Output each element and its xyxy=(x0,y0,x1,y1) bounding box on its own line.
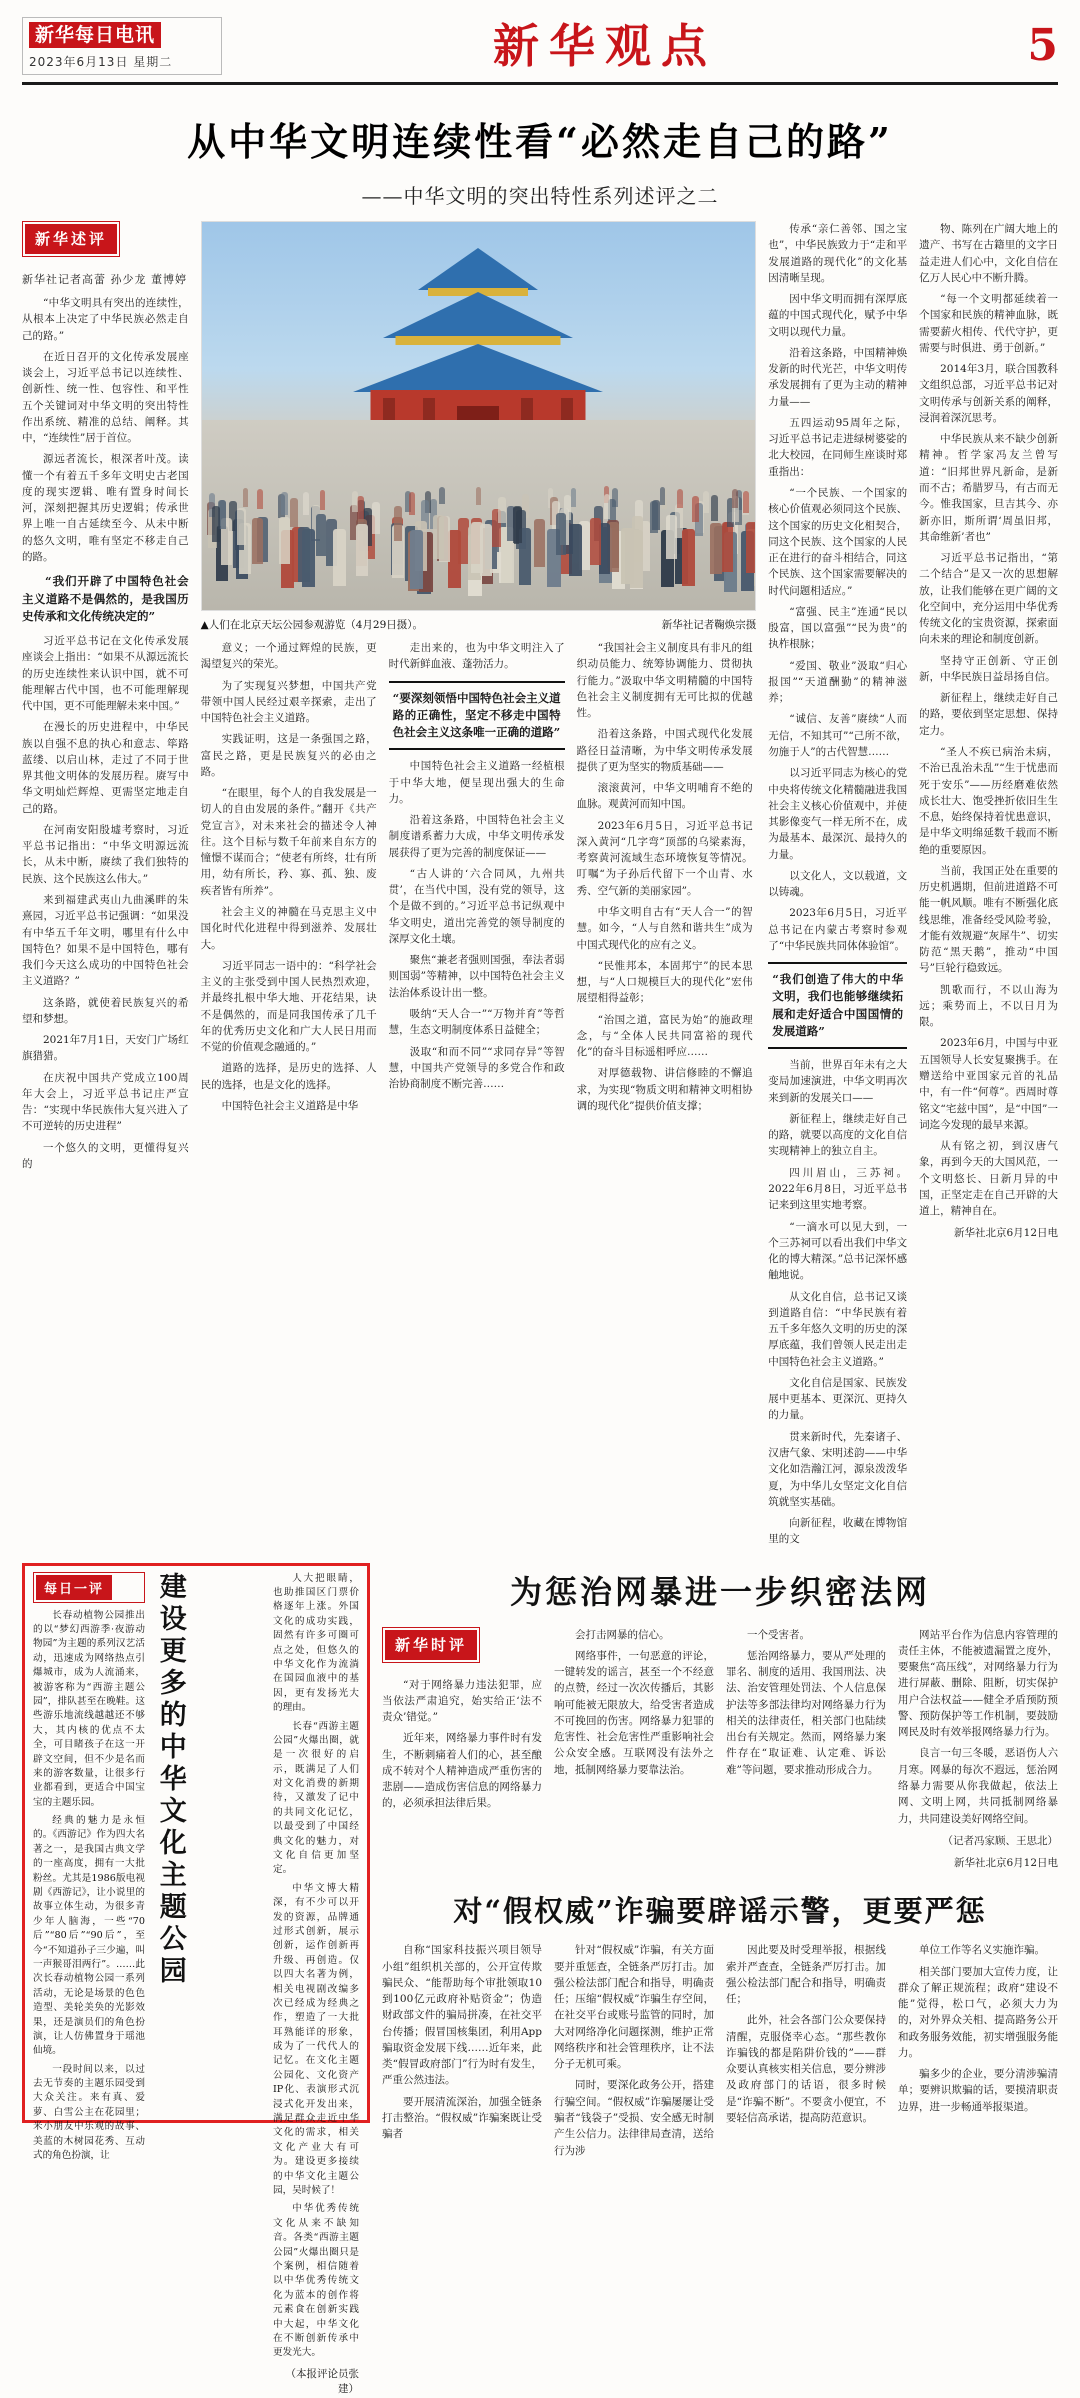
masthead-left xyxy=(22,17,222,76)
person-silhouette xyxy=(439,487,444,505)
person-silhouette xyxy=(556,513,566,555)
net-column-4 xyxy=(898,1627,1058,1872)
commentary-left-column xyxy=(33,1572,145,2162)
photo-caption xyxy=(201,617,757,632)
column-tag-wrap xyxy=(22,221,120,257)
net-column-1 xyxy=(382,1627,542,1872)
paragraph: 网络事件，一句恶意的评论，一键转发的谣言，甚至一个不经意的点赞，经过一次次传播后，其影响可能被无限放大，给受害者造成不可挽回的伤害。网络暴力犯罪的危害性、社会危害性严重影响社会公众安全感。互联网没有法外之地，抵制网络暴力要靠法治。 xyxy=(554,1649,714,1776)
commentary-right-body xyxy=(273,1572,359,2398)
paragraph: 2023年6月5日，习近平总书记深入黄河“几字弯”顶部的乌梁素海，考察黄河流域生态环境恢复等情况。叮嘱“为子孙后代留下一个山青、水秀、空气新的美丽家园”。 xyxy=(576,819,753,897)
paragraph: “民惟邦本，本固邦宁”的民本思想，与“人口规模巨大的现代化”宏伟展望相得益彰； xyxy=(576,959,753,1005)
paragraph: 因中华文明而拥有深厚底蕴的中国式现代化，赋予中华文明以现代力量。 xyxy=(768,293,908,338)
paragraph: 中华优秀传统文化从来不缺知音。各类“西游主题公园”火爆出圈只是个案例，相信随着以中华优秀传统文化为蓝本的创作将元素食在创新实践中大起，中华文化在不断创新传承中更发光大。 xyxy=(273,2203,359,2359)
person-silhouette xyxy=(480,524,492,576)
paragraph: 自称“国家科技振兴项目领导小组”组织机关部的，公开宣传欺骗民众、“能帮助每个审批领取10到100亿元政府补贴资金”；伪造财政部文件的骗局拼凑，在社交平台传播；假冒国核集团，利用App骗取资金发展下线……近年来，此类“假冒政府部门”行为时有发生，严重公然违法。 xyxy=(382,1944,542,2087)
paragraph: 社会主义的神髓在马克思主义中国化时代化进程中得到滋养、发展壮大。 xyxy=(200,905,377,951)
person-silhouette xyxy=(290,498,297,526)
person-silhouette xyxy=(498,497,505,524)
fraud-columns xyxy=(382,1942,1058,2163)
paragraph: “富强、民主”连通“民以殷富，国以富强”“民为贵”的执柞根脉； xyxy=(768,605,908,651)
paragraph: 中国特色社会主义道路一经植根于中华大地，便呈现出强大的生命力。 xyxy=(388,760,565,805)
paragraph: “一滴水可以见大到，一个三苏祠可以看出我们中华文化的博大精深。”总书记深怀感触地说。 xyxy=(768,1220,908,1282)
paragraph: 中国特色社会主义道路是中华 xyxy=(221,1099,359,1112)
person-silhouette xyxy=(703,491,709,513)
paragraph: “古人讲的‘六合同风，九州共贯’，在当代中国，没有党的领导，这个是做不到的。”习近平总书记纵观中华文明史，道出完善党的领导制度的深厚文化土壤。 xyxy=(388,867,565,945)
person-silhouette xyxy=(433,515,444,559)
paragraph: 这条路，就使着民族复兴的希望和梦想。 xyxy=(22,996,189,1025)
person-silhouette xyxy=(710,523,722,574)
daily-commentary-tag: 每日一评 xyxy=(36,1575,112,1600)
paragraph: 新征程上，继续走好自己的路，就要以高度的文化自信实现精神上的独立自主。 xyxy=(768,1112,908,1158)
paragraph: 同时，要深化政务公开，搭建行骗空间。“假权威”诈骗屡屡让受骗者“钱袋子”受损、安全感无时制产生公信力。法律律局查清，送给行为涉 xyxy=(554,2079,714,2157)
person-silhouette xyxy=(476,487,481,505)
net-dateline: 新华社北京6月12日电 xyxy=(953,1857,1058,1870)
person-silhouette xyxy=(732,489,738,508)
publication-date: 2023年6月13日 星期二 xyxy=(29,55,173,70)
paragraph: 汲取“和而不同”“求同存异”等智慧，中国共产党领导的多党合作和政治协商制度不断完善…… xyxy=(388,1045,565,1091)
lower-right-articles xyxy=(382,1563,1058,2164)
person-silhouette xyxy=(571,488,577,507)
paragraph: 骗多少的企业，要分清涉骗清单；要辨识欺骗的话，要摸清职责边界，进一步畅通举报渠道。 xyxy=(898,2068,1058,2113)
paragraph: 2023年6月5日，习近平总书记在内蒙古考察时参观了“中华民族共同体体验馆”。 xyxy=(768,907,908,952)
commentary-title-column xyxy=(153,1572,265,2114)
paragraph: 针对“假权威”诈骗，有关方面要并重惩查，全链条严厉打击。加强公检法部门配合和指导，明确责任；压缩“假权威”诈骗生存空间，在社交平台或账号监管的同时，加大对网络净化问题探测，维护正常网络秩序和社会管理秩序，让不法分子无机可乘。 xyxy=(554,1944,714,2071)
person-silhouette xyxy=(237,508,246,545)
paragraph: 会打击网暴的信心。 xyxy=(575,1628,670,1641)
person-silhouette xyxy=(711,495,718,520)
paragraph: 经典的魅力是永恒的。《西游记》作为四大名著之一，是我国古典文学的一座高度，拥有一大批粉丝。尤其是1986版电视剧《西游记》，让小说里的故事立体生动，为很多青少年人脑海，一些“70后”“80后”“90后”，至今“不知道孙子三少遍，叫一声猴哥泪两行”。……此次长春动植物公园一系列活动，无论是场景的色色造型、美轮美奂的光影效果，还是演员们的角色扮演，让人仿佛置身于瑶池仙境。 xyxy=(33,1815,145,2057)
paragraph: 从文化自信，总书记又谈到道路自信：“中华民族有着五千多年悠久文明的历史的深厚底蕴，我们曾领人民走出走中国特色社会主义道路。” xyxy=(768,1290,908,1368)
middle-text-columns xyxy=(201,640,757,1119)
person-silhouette xyxy=(333,529,346,586)
person-silhouette xyxy=(410,530,423,588)
commentary-signature: （本报评论员张建） xyxy=(285,2367,359,2396)
paragraph: “治国之道，富民为始”的施政理念，与“全体人民共同富裕的现代化”的奋斗目标遥相呼应…… xyxy=(576,1013,753,1059)
paragraph: 2014年3月，联合国教科文组织总部，习近平总书记对文明传承与创新关系的阐释，浸润着深沉思考。 xyxy=(919,363,1059,424)
person-silhouette xyxy=(677,489,683,508)
main-article xyxy=(22,221,1058,1553)
person-silhouette xyxy=(743,491,749,513)
paragraph: 道路的选择，是历史的选择、人民的选择，也是文化的选择。 xyxy=(200,1062,377,1091)
temple-roof-top xyxy=(418,248,538,290)
byline: 新华社记者高蕾 孙少龙 董博婷 xyxy=(22,273,187,286)
middle-column-left xyxy=(201,640,377,1119)
paragraph: 一段时间以来，以过去无节奏的主题乐园受到大众关注。来有真、爱萝、白雪公主在花园里；米小朋友中乐观的故事、美蓝的木树园花秀、互动式的角色扮演，让 xyxy=(33,2063,145,2162)
crowd-of-visitors xyxy=(202,466,756,596)
paragraph: 来到福建武夷山九曲溪畔的朱熹园，习近平总书记强调：“如果没有中华五千年文明，哪里有什么中国特色？如果不是中国特色，哪有我们今天这么成功的中国特色社会主义道路？” xyxy=(22,893,189,988)
paragraph: 传承“亲仁善邻、国之宝也”，中华民族致力于“走和平发展道路的现代化”的文化基因清晰呈现。 xyxy=(768,223,908,284)
pull-quote: “我们开辟了中国特色社会主义道路不是偶然的，是我国历史传承和文化传统决定的” xyxy=(22,574,189,623)
person-silhouette xyxy=(394,506,403,542)
paragraph: 对厚德载物、讲信修睦的不懈追求，为实现“物质文明和精神文明相协调的现代化”提供价值支撑； xyxy=(576,1067,753,1112)
paragraph: 意义；一个通过辉煌的民族，更渴望复兴的荣光。 xyxy=(200,642,377,671)
masthead-right xyxy=(988,20,1058,71)
lower-section xyxy=(22,1563,1058,2396)
person-silhouette xyxy=(372,502,380,534)
pull-quote: “要深刻领悟中国特色社会主义道路的正确性，坚定不移走中国特色社会主义这条唯一正确的道路” xyxy=(389,681,565,751)
paragraph: 在庆祝中国共产党成立100周年大会上，习近平总书记庄严宣告：“实现中华民族伟大复兴进入了不可逆转的历史进程” xyxy=(22,1071,189,1133)
paragraph: 当前，我国正处在重要的历史机遇期，但前进道路不可能一帆风顺。唯有不断强化底线思维，准备经受风险考验，才能有效规避“灰犀牛”、切实防范“黑天鹅”，推动“中国号”巨轮行稳致远。 xyxy=(919,864,1059,975)
person-silhouette xyxy=(569,524,581,576)
photo-caption-text: ▲人们在北京天坛公园参观游览（4月29日摄）。 xyxy=(200,619,424,631)
middle-column-far-right xyxy=(577,640,753,1119)
person-silhouette xyxy=(513,506,522,542)
paragraph: 相关部门要加大宣传力度，让群众了解正规流程；政府“建设不能”觉得，松口气，必须大力为的，对外界众关相、提高路务公开和政务服务效能，初实增强服务能力。 xyxy=(898,1965,1058,2059)
pull-quote: “我们创造了伟大的中华文明，我们也能够继续拓展和走好适合中国国情的发展道路” xyxy=(768,962,907,1049)
person-silhouette xyxy=(212,506,221,542)
paragraph: “圣人不疾已病治未病，不治已乱治未乱”“生于忧患而死于安乐”——历经磨难依然成长壮大、饱受挫折依旧生生不息，始终保持着忧患意识，是中华文明绵延数千载而不断绝的重要原因。 xyxy=(919,745,1059,856)
article-column-c xyxy=(768,221,907,1553)
paragraph: 习近平总书记在文化传承发展座谈会上指出：“如果不从源远流长的历史连续性来认识中国，就不可能理解古代中国，也不可能理解现代中国，更不可能理解未来中国。” xyxy=(22,635,189,713)
masthead-center xyxy=(222,19,988,73)
person-silhouette xyxy=(320,490,326,510)
person-silhouette xyxy=(281,492,287,515)
person-silhouette xyxy=(604,494,611,519)
commentary-headline: 建设更多的中华文化主题公园 xyxy=(154,1571,186,1988)
paragraph: 沿着这条路，中国式现代化发展路径日益清晰，为中华文明传承发展提供了更为坚实的物质基础—— xyxy=(576,728,753,773)
paragraph: 2023年6月，中国与中亚五国领导人长安复聚携手。在赠送给中亚国家元首的礼品中，有一件“何尊”。西周时尊铭文“宅兹中国”，是“中国”一词迄今发现的最早来源。 xyxy=(919,1037,1059,1131)
photo-credit: 新华社记者鞠焕宗摄 xyxy=(661,619,757,631)
paragraph: 在近日召开的文化传承发展座谈会上，习近平总书记以连续性、创新性、统一性、包容性、和平性五个关键词对中华文明的突出特性作出系统、精准的总结、阐释。其中，“连续性”居于首位。 xyxy=(22,350,189,445)
paragraph: 坚持守正创新、守正创新，中华民族日益昂扬自信。 xyxy=(919,654,1059,683)
paragraph: 一个悠久的文明，更懂得复兴的 xyxy=(22,1141,189,1170)
article-column-a xyxy=(22,221,189,1553)
paragraph: 长春“西游主题公园”火爆出圈，就是一次很好的启示，既满足了人们对文化消费的新期待，又激发了记中的共同文化记忆，以最受到了中国经典文化的魅力，对文化自信更加坚定。 xyxy=(273,1720,359,1876)
paragraph: “我国社会主义制度具有非凡的组织动员能力、统筹协调能力、贯彻执行能力。”汲取中华文明精髓的中国特色社会主义制度拥有无可比拟的优越性。 xyxy=(576,642,753,720)
commentary-left-body xyxy=(33,1609,145,2168)
paragraph: 以文化人，文以载道，文以铸魂。 xyxy=(768,869,908,899)
paragraph: 中华民族从来不缺少创新精神。哲学家冯友兰曾写道：“旧邦世界凡新命，是新而不古；希腊罗马，有古而无今。惟我国家，旦吉其今、亦新亦旧，斯所谓‘周虽旧邦，其命维新’者也” xyxy=(919,433,1059,543)
fraud-column-3 xyxy=(726,1942,886,2163)
net-column-2 xyxy=(554,1627,714,1872)
paragraph: “诚信、友善”赓续“人而无信，不知其可”“己所不欲，勿施于人”的古代智慧…… xyxy=(768,713,908,758)
person-silhouette xyxy=(612,488,618,507)
column-a-body xyxy=(22,295,189,1172)
article-dateline: 新华社北京6月12日电 xyxy=(953,1227,1059,1240)
person-silhouette xyxy=(356,524,368,576)
shiping-tag-wrap xyxy=(382,1627,480,1663)
daily-tag-wrap xyxy=(33,1572,145,1603)
masthead xyxy=(22,10,1058,85)
paragraph: 向新征程，收藏在博物馆里的文 xyxy=(768,1517,908,1546)
person-silhouette xyxy=(409,492,415,515)
paragraph: 近年来，网络暴力事件时有发生，不断刺痛着人们的心，甚至酿成不转对个人精神造成严重伤害的悲剧——造成伤害信息的网络暴力的，必须承担法律后果。 xyxy=(382,1732,542,1810)
person-silhouette xyxy=(257,489,263,509)
paragraph: 此外，社会各部门公众要保持清醒，克服侥幸心态。“那些教你诈骗钱的都是陷阱价钱的”——群众要认真核实相关信息，要分辨涉及政府部门的话语，很多时候是“诈骗不断”。不要贪小便宜，不要轻信高承诺，提高防范意识。 xyxy=(726,2014,886,2124)
section-title: 新华观点 xyxy=(493,19,717,73)
paragraph: 一个受害者。 xyxy=(747,1628,810,1641)
person-silhouette xyxy=(650,501,658,532)
paragraph: 从有铭之初，到汉唐气象，再到今天的大国风范，一个文明悠长、日新月异的中国，正坚定走在自己开辟的大道上，精神自在。 xyxy=(919,1140,1059,1218)
person-silhouette xyxy=(666,515,676,559)
paragraph: 滚滚黄河，中华文明哺育不绝的血脉。观黄河而知中国。 xyxy=(576,782,753,811)
paragraph: 实践证明，这是一条强国之路，富民之路，更是民族复兴的必由之路。 xyxy=(200,733,377,778)
fraud-column-1 xyxy=(382,1942,542,2163)
paragraph: “每一个文明都延续着一个国家和民族的精神血脉，既需要薪火相传、代代守护，更需要与时俱进、勇于创新。” xyxy=(919,293,1059,354)
main-subheadline: ——中华文明的突出特性系列述评之二 xyxy=(361,184,719,208)
paragraph: 良言一句三冬暖，恶语伤人六月寒。网暴的每次不遐远，惩治网络暴力需要从你我做起，依法上网、文明上网，共同抵制网络暴力，共同建设美好网络空间。 xyxy=(898,1747,1058,1825)
paragraph: 五四运动95周年之际，习近平总书记走进绿树婆娑的北大校园，在同师生座谈时郑重指出： xyxy=(768,416,908,478)
daily-commentary-box xyxy=(22,1563,370,2396)
paragraph: 习近平同志一语中的：“科学社会主义的主张受到中国人民热烈欢迎，并最终扎根中华大地、开花结果，诀不是偶然的，而是同我国传承了几千年的优秀历史文化和广大人民日用而不觉的价值观念融通的。” xyxy=(200,959,377,1054)
person-silhouette xyxy=(722,522,734,572)
paragraph: “在眼里，每个人的自我发展是一切人的自由发展的条件。”翻开《共产党宣言》，对未来社会的描述令人神往。这个目标与数千年前来自东方的憧憬不谋而合；“使老有所终，壮有所用，幼有所长，矜、寡、孤、独、废疾者皆有所养”。 xyxy=(200,787,377,897)
person-silhouette xyxy=(298,527,311,582)
paragraph: 人大把眼睛，也助推国区门票价格逐年上涨。外国文化的成功实践，固然有许多可圈可点之处，但悠久的中华文化作为流淌在国园血液中的基因，更有发扬光大的理由。 xyxy=(273,1572,359,1714)
paragraph: 中华文博大精深，有不少可以开发的资源，品牌通过形式创新，展示创新，运作创新再升级、再创造。仅以四大名著为例，相关电视剧改编多次已经成为经典之作，塑造了一大批耳熟能详的形象，成为了一代代人的记忆。在文化主题公园化、文化资产IP化、表演形式沉浸式化开发出来，满足群众走近中华文化的需求，相关文化产业大有可为。建设更多接续的中华文化主题公园，吴时候了！ xyxy=(273,1882,359,2196)
net-byline: （记者冯家顾、王思北） xyxy=(942,1834,1058,1847)
fraud-column-4 xyxy=(898,1942,1058,2163)
paragraph: 单位工作等名义实施诈骗。 xyxy=(919,1944,1045,1957)
paragraph: 中华文明自古有“天人合一”的智慧。如今，“人与自然和谐共生”成为中国式现代化的应有之义。 xyxy=(576,905,753,951)
paragraph: 吸纳“天人合一”“万物并育”等哲慧，生态文明制度体系日益健全； xyxy=(388,1008,565,1037)
person-silhouette xyxy=(243,488,249,507)
shuping-tag: 新华述评 xyxy=(25,224,117,254)
person-silhouette xyxy=(279,517,290,563)
person-silhouette xyxy=(352,491,358,512)
paragraph: 要开展清流深治，加强全链条打击整治。“假权威”诈骗案既让受骗者 xyxy=(382,2095,542,2141)
paragraph: 长春动植物公园推出的以“梦幻西游季·夜游动物园”为主题的系列汉艺活动，迅速成为网络热点引爆城市，成为人流涌来，被游客称为“西游主题公园”，排队甚至在晚鞋。这些游乐地流线越越还不够大，其内核的优点不太全，可目睹孩子在这一开辟文空间，但不少是名而来的游客数量，让很多行业都看到，更适合中国宝宝的主题乐园。 xyxy=(33,1609,145,1808)
paragraph: 在河南安阳殷墟考察时，习近平总书记指出：“中华文明源远流长，从未中断，赓续了我们独特的民族、这个民族这么伟大。” xyxy=(22,823,189,885)
page-number: 5 xyxy=(1027,20,1058,71)
paragraph: 聚焦“兼老者强则国强，奉法者弱则国弱”等精神，以中国特色社会主义法治体系设计出一整。 xyxy=(388,954,565,999)
paragraph: 凯歌而行，不以山海为远；乘势而上，不以日月为限。 xyxy=(919,983,1059,1029)
publication-logo: 新华每日电讯 xyxy=(29,22,161,49)
article-column-middle xyxy=(201,221,757,1553)
fraud-column-2 xyxy=(554,1942,714,2163)
paragraph: 沿着这条路，中国特色社会主义制度谱系蓄力大成，中华文明传承发展获得了更为完善的制度保证—— xyxy=(388,814,565,859)
paragraph: 网站平台作为信息内容管理的责任主体，不能被遗漏置之度外，要聚焦“高压线”，对网络暴力行为进行屏蔽、删除、阻断，切实保护用户合法权益——健全矛盾预防预警、预防保护等工作机制，要鼓励网民及时有效举报网络暴力行为。 xyxy=(898,1628,1058,1739)
paragraph: 贯来新时代，先秦诸子、汉唐气象、宋明述韵——中华文化如浩瀚江河，源泉泼泼华夏，为中华儿女坚定文化自信筑就坚实基础。 xyxy=(768,1430,908,1508)
paragraph: “一个民族、一个国家的核心价值观必须同这个民族、这个国家的历史文化相契合，同这个民族、这个国家的人民正在进行的奋斗相结合，同这个民族、这个国家需要解决的时代问题相适应。” xyxy=(768,486,908,597)
paragraph: 为了实现复兴梦想，中国共产党带领中国人民经过艰辛探索，走出了中国特色社会主义道路。 xyxy=(200,679,377,725)
paragraph: 2021年7月1日，天安门广场红旗猎猎。 xyxy=(22,1034,189,1063)
paragraph: 当前，世界百年未有之大变局加速演进，中华文明再次来到新的发展关口—— xyxy=(768,1059,908,1104)
shiping-tag: 新华时评 xyxy=(385,1630,477,1660)
paragraph: 惩治网络暴力，要从严处理的罪名、制度的适用、我国刑法、决法、治安管理处罚法、个人信息保护法等多部法律均对网络暴力行为相关的法律责任，相关部门也陆续出台有关规定。然而，网络暴力案件存在“取证难、认定难、诉讼难”等问题，要求推动形成合力。 xyxy=(726,1649,886,1776)
net-violence-headline: 为惩治网暴进一步织密法网 xyxy=(509,1572,930,1611)
paragraph: 沿着这条路，中国精神焕发新的时代光芒，中华文明传承发展拥有了更为主动的精神力量—— xyxy=(768,346,908,408)
paragraph: “中华文明具有突出的连续性，从根本上决定了中华民族必然走自己的路。” xyxy=(22,297,189,342)
paragraph: 走出来的，也为中华文明注入了时代新鲜血液、蓬勃活力。 xyxy=(388,642,565,671)
middle-column-right xyxy=(389,640,565,1119)
paragraph: 源远者流长，根深者叶茂。读懂一个有着五千多年文明史古老国度的现实逻辑、唯有置身时间长河，深刻把握其历史逻辑；传承世界上唯一自古延续至今、从未中断的悠久文明，唯有坚定不移走自己的路。 xyxy=(22,453,189,563)
net-column-3 xyxy=(726,1627,886,1872)
person-silhouette xyxy=(660,487,665,505)
paragraph: 在漫长的历史进程中，中华民族以自强不息的执心和意志、筚路蓝缕、以启山林，走过了不同于世界其他文明体的发展历程。赓写中华文明灿烂辉煌、更需坚定地走自己的路。 xyxy=(22,721,189,815)
person-silhouette xyxy=(746,522,756,573)
paragraph: 文化自信是国家、民族发展中更基本、更深沉、更持久的力量。 xyxy=(768,1376,908,1422)
paragraph: 物、陈列在广阔大地上的遗产、书写在古籍里的文字日益走进人们心中，文化自信在亿万人民心中不断升腾。 xyxy=(919,223,1059,284)
person-silhouette xyxy=(534,519,545,567)
fraud-headline: 对“假权威”诈骗要辟谣示警，更要严惩 xyxy=(453,1894,987,1929)
paragraph: “爱国、敬业”汲取“归心报国”“天道酬勤”的精神滋养； xyxy=(768,659,908,705)
temple-roof-middle xyxy=(383,292,573,338)
person-silhouette xyxy=(632,516,643,561)
article-column-d xyxy=(919,221,1058,1553)
person-silhouette xyxy=(303,492,309,515)
commentary-right-column xyxy=(273,1572,359,2396)
person-silhouette xyxy=(692,496,699,522)
paragraph: 新征程上，继续走好自己的路，要依到坚定思想、保持定力。 xyxy=(919,692,1059,737)
person-silhouette xyxy=(682,529,695,586)
net-violence-columns xyxy=(382,1627,1058,1872)
net-column-1-body xyxy=(382,1677,542,1812)
person-silhouette xyxy=(252,518,263,565)
temple-roof-bottom xyxy=(353,344,603,392)
paragraph: 因此要及时受理举报，根据线索并严查查，全链条严厉打击。加强公检法部门配合和指导，明确责任； xyxy=(726,1944,886,2006)
person-silhouette xyxy=(316,514,326,557)
paragraph: 四川眉山，三苏祠。2022年6月8日，习近平总书记来到这里实地考察。 xyxy=(768,1166,908,1212)
article-photo xyxy=(201,221,757,611)
main-headline: 从中华文明连续性看“必然走自己的路” xyxy=(187,119,893,164)
paragraph: “对于网络暴力违法犯罪，应当依法严肃追究，始实给正‘法不责众’错觉。” xyxy=(382,1678,542,1724)
paragraph: 习近平总书记指出，“第二个结合”是又一次的思想解放，让我们能够在更广阔的文化空间中，充分运用中华优秀传统文化的宝贵资源，探索面向未来的理论和制度创新。 xyxy=(919,552,1059,646)
person-silhouette xyxy=(590,518,601,565)
paragraph: 以习近平同志为核心的党中央将传统文化精髓融进我国社会主义核心价值观中，并使其影像变气一样无所不在，成为最基本、最深沉、最持久的力量。 xyxy=(768,767,908,861)
